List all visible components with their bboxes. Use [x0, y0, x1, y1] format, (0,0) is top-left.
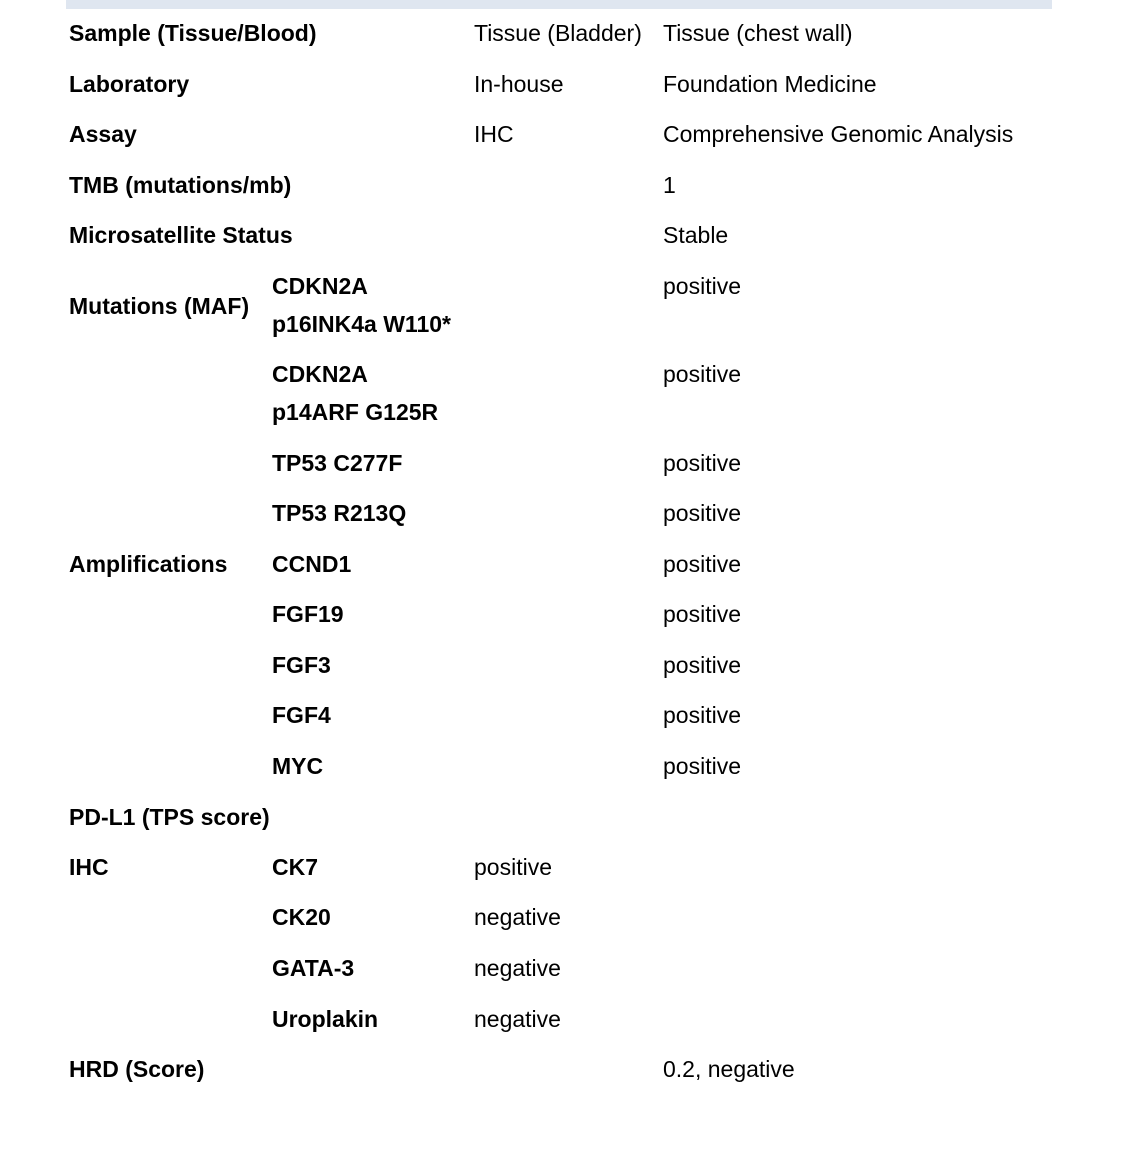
amplification-1-gene: CCND1: [272, 551, 352, 577]
mutation-2-value: positive: [663, 361, 741, 387]
amplification-3-value: positive: [663, 652, 741, 678]
hrd-value: 0.2, negative: [663, 1056, 795, 1082]
table-header-bar: [66, 0, 1052, 9]
amplification-4-gene: FGF4: [272, 702, 331, 728]
amplification-1-value: positive: [663, 551, 741, 577]
assay-label: Assay: [69, 121, 137, 147]
ihc-2-marker: CK20: [272, 904, 331, 930]
laboratory-value-inhouse: In-house: [474, 71, 564, 97]
pdl1-label: PD-L1 (TPS score): [69, 804, 270, 830]
msi-label: Microsatellite Status: [69, 222, 293, 248]
mutation-4-gene: TP53 R213Q: [272, 500, 407, 526]
ihc-4-marker: Uroplakin: [272, 1006, 379, 1032]
ihc-4-value: negative: [474, 1006, 561, 1032]
mutation-2-variant: p14ARF G125R: [272, 399, 439, 425]
mutation-1-variant: p16INK4a W110*: [272, 311, 451, 337]
amplification-2-value: positive: [663, 601, 741, 627]
amplification-5-gene: MYC: [272, 753, 324, 779]
amplification-4-value: positive: [663, 702, 741, 728]
mutation-1-gene: CDKN2A: [272, 273, 368, 299]
amplification-2-gene: FGF19: [272, 601, 344, 627]
assay-value-inhouse: IHC: [474, 121, 514, 147]
tmb-value: 1: [663, 172, 676, 198]
ihc-3-value: negative: [474, 955, 561, 981]
sample-label: Sample (Tissue/Blood): [69, 20, 317, 46]
mutation-3-value: positive: [663, 450, 741, 476]
msi-value: Stable: [663, 222, 729, 248]
laboratory-label: Laboratory: [69, 71, 190, 97]
mutation-2-gene: CDKN2A: [272, 361, 368, 387]
laboratory-value-foundation: Foundation Medicine: [663, 71, 877, 97]
mutations-label: Mutations (MAF): [69, 293, 250, 319]
mutation-4-value: positive: [663, 500, 741, 526]
ihc-1-marker: CK7: [272, 854, 319, 880]
hrd-label: HRD (Score): [69, 1056, 205, 1082]
ihc-2-value: negative: [474, 904, 561, 930]
sample-value-foundation: Tissue (chest wall): [663, 20, 853, 46]
mutation-1-value: positive: [663, 273, 741, 299]
amplifications-label: Amplifications: [69, 551, 228, 577]
amplification-3-gene: FGF3: [272, 652, 331, 678]
ihc-1-value: positive: [474, 854, 552, 880]
tmb-label: TMB (mutations/mb): [69, 172, 292, 198]
assay-value-foundation: Comprehensive Genomic Analysis: [663, 121, 1014, 147]
mutation-3-gene: TP53 C277F: [272, 450, 403, 476]
ihc-label: IHC: [69, 854, 109, 880]
amplification-5-value: positive: [663, 753, 741, 779]
sample-value-inhouse: Tissue (Bladder): [474, 20, 642, 46]
ihc-3-marker: GATA-3: [272, 955, 355, 981]
